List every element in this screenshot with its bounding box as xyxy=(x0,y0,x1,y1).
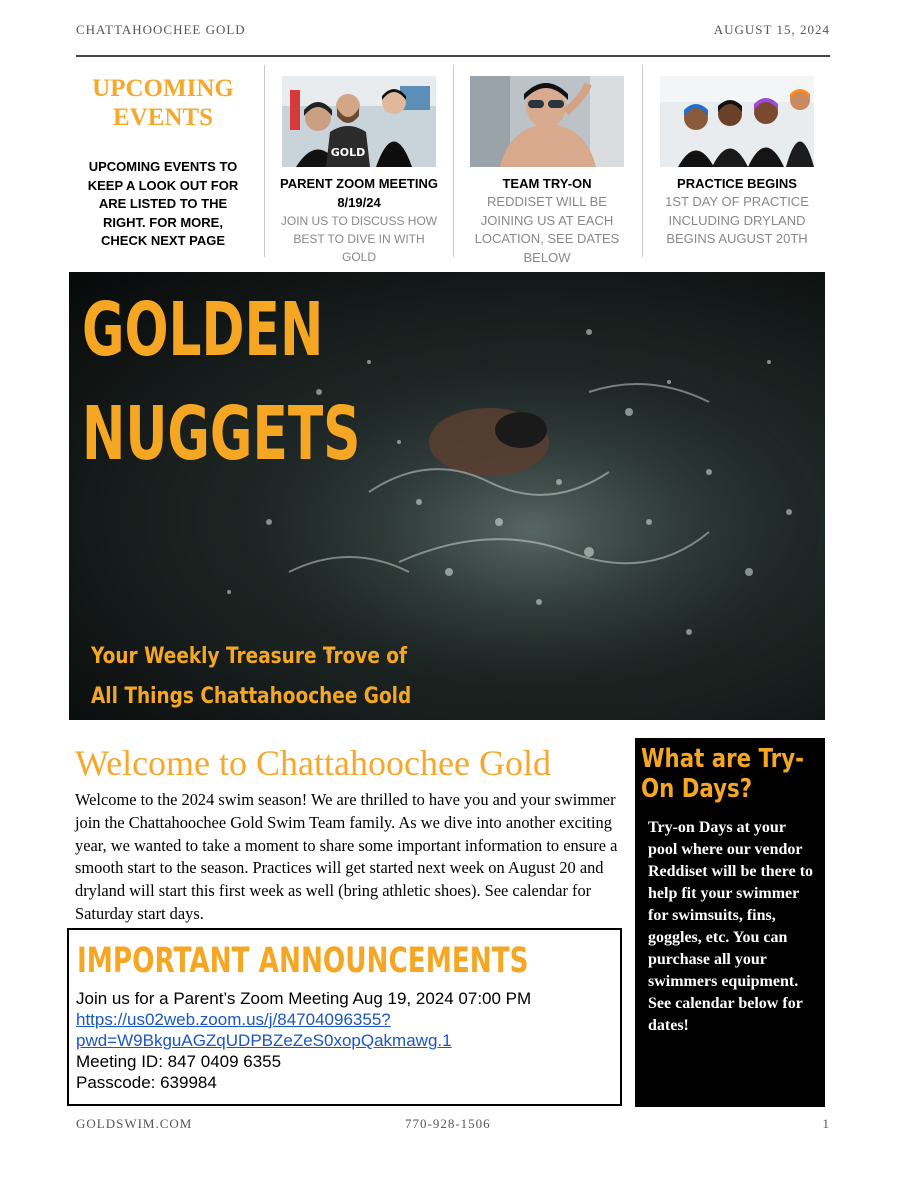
newsletter-title xyxy=(82,278,360,486)
welcome-body: Welcome to the 2024 swim season! We are thrilled to have you and your swimmer join the Chattahoochee Gold Swim Team family. As we dive into another exciting year, we wanted to take a moment to share some important information to ensure a smooth start to the season. Practices will get started next week on August 20 and dryland will start this first week as well (bring athletic shoes). See calendar for Saturday start days. xyxy=(75,790,618,923)
newsletter-title-line2: NUGGETS xyxy=(82,391,361,477)
event-photo-parent-zoom xyxy=(282,76,436,167)
event-photo-practice-begins xyxy=(660,76,814,167)
photo-shirt-text: GOLD xyxy=(330,146,366,159)
event-description-practice-begins: 1ST DAY OF PRACTICE INCLUDING DRYLAND BEGINS AUGUST 20TH xyxy=(665,194,809,246)
event-title-parent-zoom: PARENT ZOOM MEETING 8/19/24 xyxy=(280,176,438,210)
upcoming-events-title: UPCOMING EVENTS xyxy=(92,75,234,131)
event-card-parent-zoom xyxy=(276,76,442,266)
meeting-passcode: Passcode: 639984 xyxy=(76,1073,217,1092)
upcoming-events-description: UPCOMING EVENTS TO KEEP A LOOK OUT FOR ARE LISTED TO THE RIGHT. FOR MORE, CHECK NEXT PAGE xyxy=(87,159,239,248)
event-title-team-tryon: TEAM TRY-ON xyxy=(502,176,592,191)
tryon-sidebar xyxy=(635,738,825,1107)
footer-phone: 770-928-1506 xyxy=(405,1116,491,1131)
announcements-body xyxy=(76,988,531,1093)
newsletter-tagline-line1: Your Weekly Treasure Trove of xyxy=(91,644,408,669)
welcome-heading: Welcome to Chattahoochee Gold xyxy=(75,743,551,783)
footer-page-number: 1 xyxy=(822,1116,830,1131)
hero-banner xyxy=(69,272,825,720)
header-date: AUGUST 15, 2024 xyxy=(713,22,830,37)
announcements-box xyxy=(67,928,622,1106)
event-description-parent-zoom: JOIN US TO DISCUSS HOW BEST TO DIVE IN WITH GOLD xyxy=(280,214,438,264)
header-divider xyxy=(76,55,830,57)
zoom-meeting-link[interactable] xyxy=(76,1010,452,1050)
event-card-practice-begins xyxy=(654,76,820,249)
zoom-meeting-line: Join us for a Parent’s Zoom Meeting Aug 19, 2024 07:00 PM xyxy=(76,989,532,1008)
event-title-practice-begins: PRACTICE BEGINS xyxy=(677,176,797,191)
tryon-body: Try-on Days at your pool where our vendor Reddiset will be there to help fit your swimmer for swimsuits, fins, goggles, etc. You can purchase all your swimmers equipment. See calendar below for dates! xyxy=(648,819,814,1034)
column-divider xyxy=(453,65,454,257)
header-organization: CHATTAHOOCHEE GOLD xyxy=(76,22,246,37)
newsletter-title-line1: GOLDEN xyxy=(82,287,324,373)
zoom-link-part1: https://us02web.zoom.us/j/84704096355? xyxy=(76,1010,391,1029)
event-description-team-tryon: REDDISET WILL BE JOINING US AT EACH LOCATION, SEE DATES BELOW xyxy=(474,194,620,265)
newsletter-tagline xyxy=(91,637,411,717)
tryon-heading: What are Try- On Days? xyxy=(641,744,804,804)
meeting-id: Meeting ID: 847 0409 6355 xyxy=(76,1052,282,1071)
column-divider xyxy=(642,65,643,257)
event-card-team-tryon xyxy=(464,76,630,267)
newsletter-tagline-line2: All Things Chattahoochee Gold xyxy=(91,684,412,709)
footer-website: GOLDSWIM.COM xyxy=(76,1116,193,1131)
column-divider xyxy=(264,65,265,257)
zoom-link-part2: pwd=W9BkguAGZqUDPBZeZeS0xopQakmawg.1 xyxy=(76,1031,452,1050)
event-photo-team-tryon xyxy=(470,76,624,167)
announcements-heading: IMPORTANT ANNOUNCEMENTS xyxy=(77,941,529,981)
